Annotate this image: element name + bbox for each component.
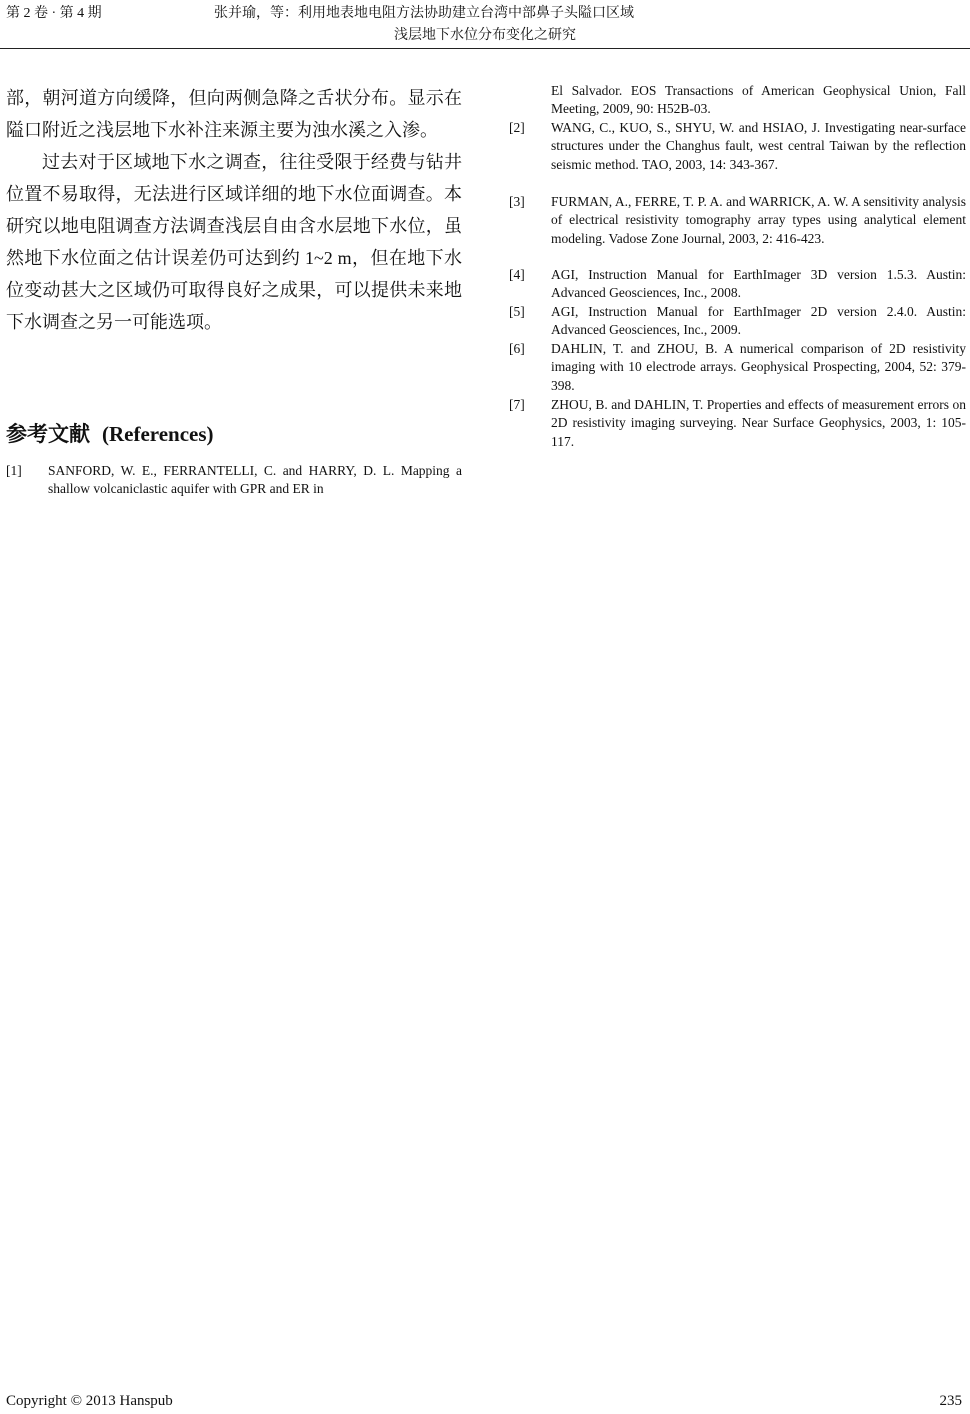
left-column <box>6 82 462 338</box>
references-heading-en: (References) <box>102 422 214 446</box>
header-rule <box>0 48 970 49</box>
reference-text: DAHLIN, T. and ZHOU, B. A numerical comparison of 2D resistivity imaging with 10 electrode arrays. Geophysical Prospecting, 2004, 52: 379-398. <box>551 341 966 393</box>
journal-issue: 第 2 卷 · 第 4 期 <box>6 6 102 21</box>
references-heading-cn: 参考文献 <box>6 422 90 446</box>
running-title-line1: 张并瑜，等：利用地表地电阻方法协助建立台湾中部鼻子头隘口区域 <box>214 6 634 21</box>
reference-number: [3] <box>509 194 525 209</box>
reference-number: [5] <box>509 304 525 319</box>
reference-text: WANG, C., KUO, S., SHYU, W. and HSIAO, J. Investigating near-surface structures under the Changhus fault, west central Taiwan by the reflection seismic method. TAO, 2003, 14: 343-367. <box>551 120 966 172</box>
running-title-line2: 浅层地下水位分布变化之研究 <box>394 28 576 43</box>
reference-number: [1] <box>6 463 22 478</box>
reference-text: AGI, Instruction Manual for EarthImager 2D version 2.4.0. Austin: Advanced Geosciences, Inc., 2009. <box>551 304 966 338</box>
reference-text: FURMAN, A., FERRE, T. P. A. and WARRICK, A. W. A sensitivity analysis of electrical resistivity tomography array types using analytical element modeling. Vadose Zone Journal, 2003, 2: 416-423. <box>551 194 966 246</box>
references-heading <box>6 418 214 448</box>
page-number: 235 <box>939 1393 962 1409</box>
body-paragraph-1: 部，朝河道方向缓降，但向两侧急降之舌状分布。显示在隘口附近之浅层地下水补注来源主要为浊水溪之入渗。 <box>6 88 462 140</box>
reference-continuation: El Salvador. EOS Transactions of American Geophysical Union, Fall Meeting, 2009, 90: H52B-03. <box>551 83 966 117</box>
body-paragraph-2: 过去对于区域地下水之调查，往往受限于经费与钻井位置不易取得，无法进行区域详细的地下水位面调查。本研究以地电阻调查方法调查浅层自由含水层地下水位，虽然地下水位面之估计误差仍可达到约 1~2 m，但在地下水位变动甚大之区域仍可取得良好之成果，可以提供未来地下水调查之另一可能选项。 <box>6 152 462 332</box>
reference-text: AGI, Instruction Manual for EarthImager 3D version 1.5.3. Austin: Advanced Geosciences, Inc., 2008. <box>551 267 966 301</box>
reference-number: [7] <box>509 397 525 412</box>
reference-number: [6] <box>509 341 525 356</box>
copyright-notice: Copyright © 2013 Hanspub <box>6 1393 173 1409</box>
reference-number: [2] <box>509 120 525 135</box>
reference-text: ZHOU, B. and DAHLIN, T. Properties and effects of measurement errors on 2D resistivity imaging surveying. Near Surface Geophysics, 2003, 1: 105-117. <box>551 397 966 449</box>
page-header <box>0 0 970 50</box>
reference-text: SANFORD, W. E., FERRANTELLI, C. and HARRY, D. L. Mapping a shallow volcaniclastic aquifer with GPR and ER in <box>48 463 462 497</box>
reference-number: [4] <box>509 267 525 282</box>
